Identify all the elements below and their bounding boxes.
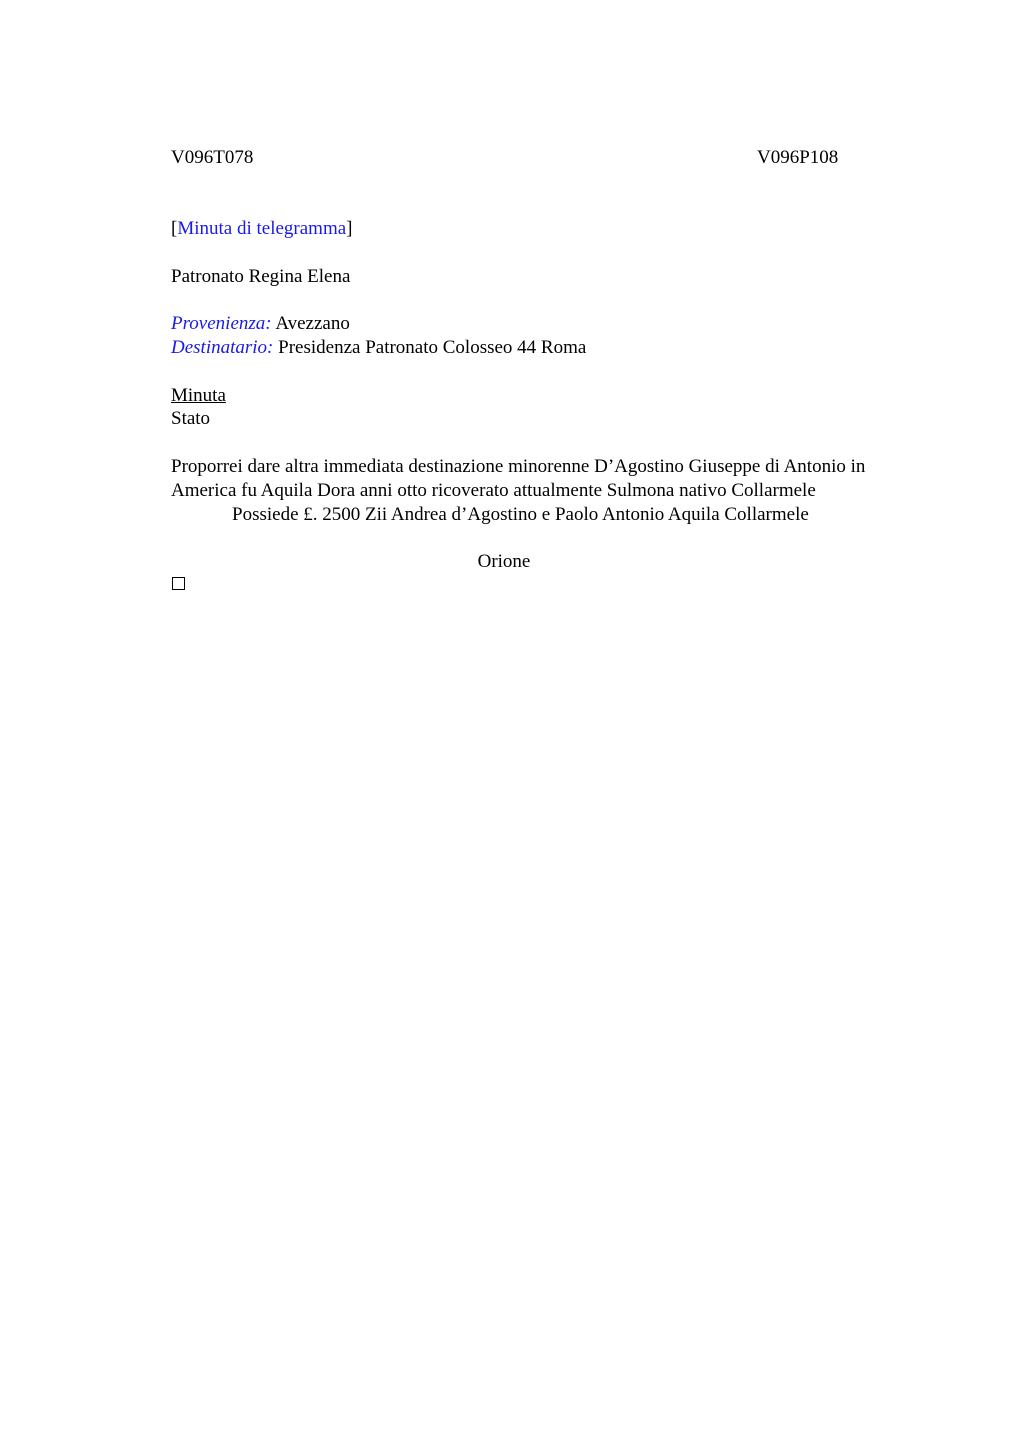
provenance-value: Avezzano <box>275 313 350 334</box>
status-value: Stato <box>171 408 211 429</box>
document-type-label: Minuta di telegramma <box>177 218 347 239</box>
recipient-line <box>171 336 586 360</box>
body-line-3: Possiede £. 2500 Zii Andrea d’Agostino e Paolo Antonio Aquila Collarmele <box>232 504 809 525</box>
provenance-label: Provenienza: <box>171 313 272 334</box>
provenance-line <box>171 312 350 336</box>
body-line-1: Proporrei dare altra immediata destinazione minorenne D’Agostino Giuseppe di Antonio in <box>171 456 866 477</box>
document-ref-right: V096P108 <box>757 147 839 168</box>
open-bracket: [ <box>171 218 178 239</box>
document-ref-left: V096T078 <box>171 147 254 168</box>
body-line-2: America fu Aquila Dora anni otto ricoverato attualmente Sulmona nativo Collarmele <box>171 480 816 501</box>
recipient-label: Destinatario: <box>171 337 274 358</box>
recipient-value: Presidenza Patronato Colosseo 44 Roma <box>278 337 587 358</box>
close-bracket: ] <box>346 218 353 239</box>
status-heading: Minuta <box>171 385 226 406</box>
institution-name: Patronato Regina Elena <box>171 266 351 287</box>
telegram-body <box>171 455 931 527</box>
document-type <box>171 217 353 241</box>
signature: Orione <box>477 551 531 572</box>
empty-square-icon <box>172 577 185 590</box>
